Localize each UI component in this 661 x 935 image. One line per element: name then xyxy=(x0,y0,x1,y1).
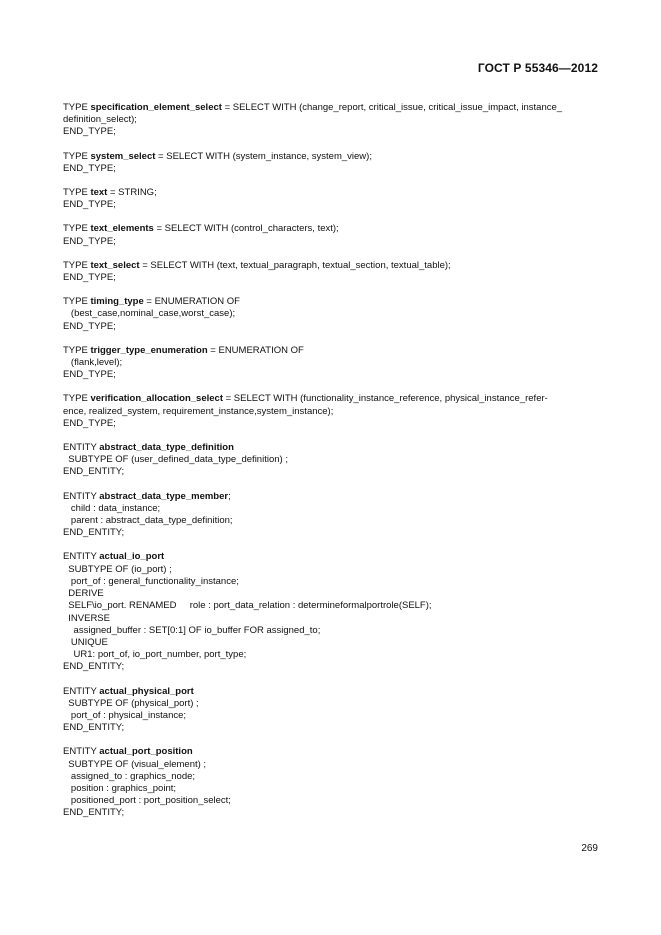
code-line xyxy=(63,442,603,454)
code-text: = SELECT WITH (functionality_instance_reference, physical_instance_refer- xyxy=(222,393,548,405)
code-block xyxy=(63,151,603,175)
code-line xyxy=(63,600,603,612)
code-text: TYPE xyxy=(63,393,91,405)
code-text: END_ENTITY; xyxy=(63,661,125,673)
declaration-name: trigger_type_enumeration xyxy=(90,344,208,356)
declaration-name: system_select xyxy=(90,150,156,162)
code-line xyxy=(63,236,603,248)
code-block xyxy=(63,223,603,247)
code-text: port_of : physical_instance; xyxy=(63,709,187,721)
code-text: = ENUMERATION OF xyxy=(207,344,304,356)
code-text: TYPE xyxy=(63,187,91,199)
code-line xyxy=(63,588,603,600)
code-line xyxy=(63,795,603,807)
code-line xyxy=(63,625,603,637)
code-line xyxy=(63,527,603,539)
express-listing xyxy=(63,102,603,832)
code-block xyxy=(63,260,603,284)
code-line xyxy=(63,102,603,114)
code-line xyxy=(63,296,603,308)
code-text: assigned_buffer : SET[0:1] OF io_buffer FOR assigned_to; xyxy=(63,624,321,636)
code-line xyxy=(63,649,603,661)
code-text: UNIQUE xyxy=(63,636,108,648)
code-text: END_TYPE; xyxy=(63,417,116,429)
code-text: = ENUMERATION OF xyxy=(143,296,240,308)
code-text: ; xyxy=(228,490,231,502)
code-line xyxy=(63,686,603,698)
code-text: END_TYPE; xyxy=(63,235,116,247)
code-text: ENTITY xyxy=(63,551,100,563)
declaration-name: text_select xyxy=(90,259,140,271)
code-text: ENTITY xyxy=(63,490,100,502)
code-text: END_ENTITY; xyxy=(63,722,125,734)
code-line xyxy=(63,722,603,734)
code-text: SUBTYPE OF (visual_element) ; xyxy=(63,758,207,770)
code-line xyxy=(63,260,603,272)
code-block xyxy=(63,551,603,673)
code-block xyxy=(63,491,603,540)
declaration-name: text xyxy=(90,187,108,199)
code-text: TYPE xyxy=(63,344,91,356)
code-text: TYPE xyxy=(63,223,91,235)
code-line xyxy=(63,272,603,284)
code-text: DERIVE xyxy=(63,588,104,600)
code-text: END_TYPE; xyxy=(63,369,116,381)
code-line xyxy=(63,114,603,126)
code-text: = SELECT WITH (control_characters, text); xyxy=(153,223,339,235)
code-text: (flank,level); xyxy=(63,357,123,369)
code-text: TYPE xyxy=(63,259,91,271)
code-line xyxy=(63,551,603,563)
page-number: 269 xyxy=(581,843,598,854)
code-text: TYPE xyxy=(63,150,91,162)
code-line xyxy=(63,199,603,211)
declaration-name: actual_port_position xyxy=(99,746,193,758)
code-block xyxy=(63,393,603,430)
code-text: END_TYPE; xyxy=(63,199,116,211)
code-text: parent : abstract_data_type_definition; xyxy=(63,515,233,527)
code-block xyxy=(63,686,603,735)
declaration-name: timing_type xyxy=(90,296,144,308)
code-text: position : graphics_point; xyxy=(63,782,177,794)
code-text: END_TYPE; xyxy=(63,162,116,174)
code-block xyxy=(63,746,603,819)
code-line xyxy=(63,637,603,649)
code-text: port_of : general_functionality_instance; xyxy=(63,575,239,587)
code-line xyxy=(63,576,603,588)
declaration-name: actual_physical_port xyxy=(99,685,194,697)
code-text: SELF\io_port. RENAMED role : port_data_relation : determineformalportrole(SELF); xyxy=(63,600,432,612)
code-line xyxy=(63,466,603,478)
code-line xyxy=(63,807,603,819)
code-text: SUBTYPE OF (io_port) ; xyxy=(63,563,172,575)
code-line xyxy=(63,661,603,673)
code-text: (best_case,nominal_case,worst_case); xyxy=(63,308,236,320)
code-text: TYPE xyxy=(63,296,91,308)
code-text: = SELECT WITH (change_report, critical_issue, critical_issue_impact, instance_ xyxy=(221,102,563,113)
code-text: END_ENTITY; xyxy=(63,527,125,539)
code-line xyxy=(63,357,603,369)
code-line xyxy=(63,783,603,795)
code-text: ENTITY xyxy=(63,685,100,697)
code-text: = SELECT WITH (system_instance, system_view); xyxy=(155,150,372,162)
code-text: definition_select); xyxy=(63,114,137,126)
code-line xyxy=(63,454,603,466)
code-line xyxy=(63,503,603,515)
code-text: TYPE xyxy=(63,102,91,113)
code-text: child : data_instance; xyxy=(63,502,161,514)
declaration-name: actual_io_port xyxy=(99,551,165,563)
code-text: INVERSE xyxy=(63,612,110,624)
code-line xyxy=(63,187,603,199)
code-line xyxy=(63,759,603,771)
code-line xyxy=(63,369,603,381)
code-line xyxy=(63,223,603,235)
document-header: ГОСТ Р 55346—2012 xyxy=(477,61,598,75)
code-block xyxy=(63,442,603,479)
code-text: UR1: port_of, io_port_number, port_type; xyxy=(63,649,247,661)
code-text: END_ENTITY; xyxy=(63,807,125,819)
code-text: END_TYPE; xyxy=(63,126,116,138)
code-text: SUBTYPE OF (physical_port) ; xyxy=(63,697,199,709)
declaration-name: abstract_data_type_definition xyxy=(99,442,234,454)
code-text: ENTITY xyxy=(63,746,100,758)
code-line xyxy=(63,710,603,722)
code-text: assigned_to : graphics_node; xyxy=(63,770,196,782)
code-line xyxy=(63,151,603,163)
code-block xyxy=(63,296,603,333)
code-line xyxy=(63,393,603,405)
code-line xyxy=(63,746,603,758)
code-block xyxy=(63,345,603,382)
declaration-name: abstract_data_type_member xyxy=(99,490,229,502)
code-line xyxy=(63,163,603,175)
code-text: ENTITY xyxy=(63,442,100,454)
code-line xyxy=(63,491,603,503)
declaration-name: verification_allocation_select xyxy=(90,393,223,405)
code-line xyxy=(63,698,603,710)
code-text: END_ENTITY; xyxy=(63,466,125,478)
code-line xyxy=(63,321,603,333)
code-line xyxy=(63,418,603,430)
code-line xyxy=(63,345,603,357)
code-text: SUBTYPE OF (user_defined_data_type_definition) ; xyxy=(63,454,288,466)
code-block xyxy=(63,102,603,139)
code-line xyxy=(63,564,603,576)
code-text: END_TYPE; xyxy=(63,320,116,332)
code-line xyxy=(63,126,603,138)
code-text: positioned_port : port_position_select; xyxy=(63,795,231,807)
code-text: = STRING; xyxy=(107,187,157,199)
code-line xyxy=(63,613,603,625)
code-block xyxy=(63,187,603,211)
declaration-name: specification_element_select xyxy=(90,102,222,113)
declaration-name: text_elements xyxy=(90,223,154,235)
code-line xyxy=(63,515,603,527)
code-text: ence, realized_system, requirement_instance,system_instance); xyxy=(63,405,334,417)
code-text: END_TYPE; xyxy=(63,272,116,284)
code-line xyxy=(63,406,603,418)
code-line xyxy=(63,771,603,783)
code-text: = SELECT WITH (text, textual_paragraph, textual_section, textual_table); xyxy=(139,259,451,271)
code-line xyxy=(63,308,603,320)
